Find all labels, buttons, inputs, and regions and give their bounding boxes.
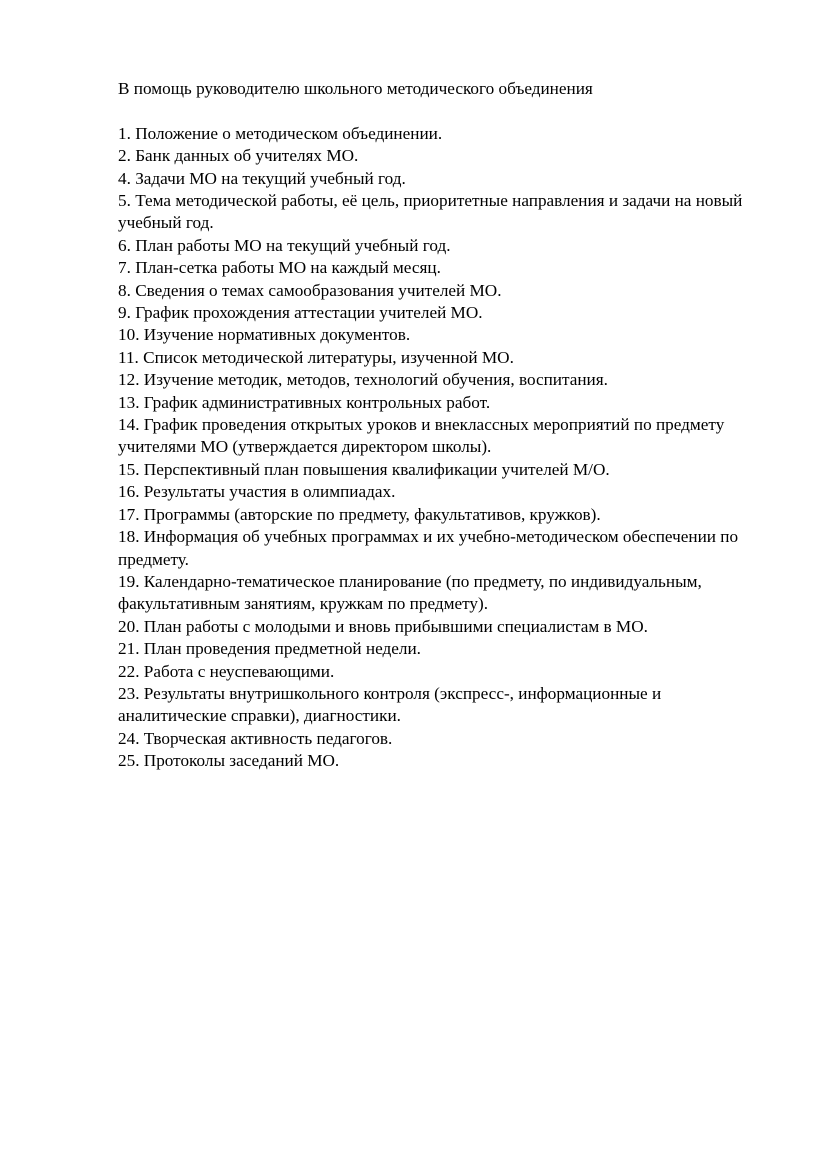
list-item: 12. Изучение методик, методов, технологий обучения, воспитания.: [118, 370, 608, 390]
list-item: 21. План проведения предметной недели.: [118, 639, 421, 659]
list-item: 19. Календарно-тематическое планирование (по предмету, по индивидуальным, факультативным занятиям, кружкам по предмету).: [118, 571, 702, 614]
list-item: 14. График проведения открытых уроков и внеклассных мероприятий по предмету учителями МО (утверждается директором школы).: [118, 415, 725, 457]
list-item: 1. Положение о методическом объединении.: [118, 123, 443, 143]
list-item: 10. Изучение нормативных документов.: [118, 325, 411, 345]
list-item: 25. Протоколы заседаний МО.: [118, 751, 340, 771]
list-item: 8. Сведения о темах самообразования учителей МО.: [118, 280, 502, 300]
list-item: 17. Программы (авторские по предмету, факультативов, кружков).: [118, 504, 601, 524]
list-item: 13. График административных контрольных работ.: [118, 392, 491, 412]
list-item: 2. Банк данных об учителях МО.: [118, 146, 359, 166]
list-item: 22. Работа с неуспевающими.: [118, 661, 335, 681]
list-item: 20. План работы с молодыми и вновь прибывшими специалистам в МО.: [118, 616, 648, 636]
document-title: В помощь руководителю школьного методического объединения: [118, 79, 593, 98]
list-item: 24. Творческая активность педагогов.: [118, 728, 393, 748]
blank-line: [118, 100, 753, 122]
list-item: 23. Результаты внутришкольного контроля (экспресс-, информационные и аналитические справки), диагностики.: [118, 683, 662, 726]
list-item: 6. План работы МО на текущий учебный год.: [118, 235, 451, 255]
list-item: 7. План-сетка работы МО на каждый месяц.: [118, 258, 441, 278]
list-item: 11. Список методической литературы, изученной МО.: [118, 347, 514, 367]
list-item: 9. График прохождения аттестации учителей МО.: [118, 303, 483, 323]
document-page: [118, 78, 753, 773]
document-list: [118, 123, 753, 773]
list-item: 5. Тема методической работы, её цель, приоритетные направления и задачи на новый учебный год.: [118, 191, 743, 233]
list-item: 18. Информация об учебных программах и их учебно-методическом обеспечении по предмету.: [118, 527, 739, 569]
list-item: 16. Результаты участия в олимпиадах.: [118, 482, 396, 502]
list-item: 15. Перспективный план повышения квалификации учителей М/О.: [118, 459, 610, 479]
list-item: 4. Задачи МО на текущий учебный год.: [118, 168, 406, 188]
